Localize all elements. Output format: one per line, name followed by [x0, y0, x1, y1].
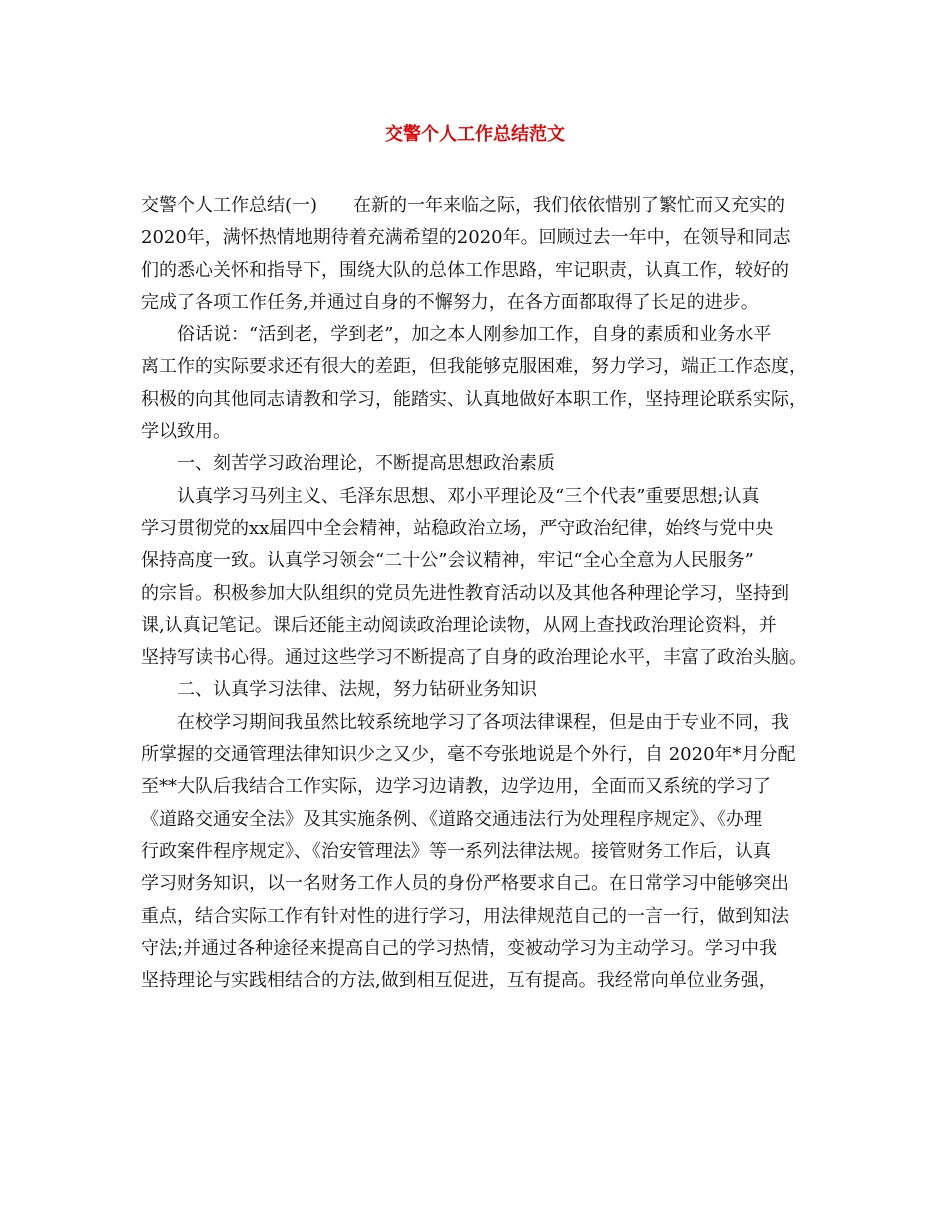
text-line: 坚持写读书心得。通过这些学习不断提高了自身的政治理论水平，丰富了政治头脑。	[141, 647, 807, 669]
text-line: 《道路交通安全法》及其实施条例、《道路交通违法行为处理程序规定》、《办理	[141, 808, 762, 830]
text-line: 离工作的实际要求还有很大的差距，但我能够克服困难，努力学习，端正工作态度，	[141, 356, 807, 378]
text-line: 积极的向其他同志请教和学习，能踏实、认真地做好本职工作，坚持理论联系实际，	[141, 388, 807, 410]
text-line: 行政案件程序规定》、《治安管理法》等一系列法律法规。接管财务工作后，认真	[141, 840, 771, 862]
text-line: 们的悉心关怀和指导下，围绕大队的总体工作思路，牢记职责，认真工作，较好的	[141, 259, 789, 281]
text-line: 保持高度一致。认真学习领会“二十公”会议精神，牢记“全心全意为人民服务”	[141, 550, 754, 572]
text-line: 一、刻苦学习政治理论，不断提高思想政治素质	[177, 453, 555, 475]
text-line: 2020年，满怀热情地期待着充满希望的2020年。回顾过去一年中，在领导和同志	[141, 227, 791, 249]
text-line: 学习财务知识，以一名财务工作人员的身份严格要求自己。在日常学习中能够突出	[141, 873, 789, 895]
text-line: 二、认真学习法律、法规，努力钻研业务知识	[177, 679, 537, 701]
text-line: 的宗旨。积极参加大队组织的党员先进性教育活动以及其他各种理论学习，坚持到	[141, 582, 789, 604]
text-line: 学以致用。	[141, 421, 231, 443]
text-line: 在校学习期间我虽然比较系统地学习了各项法律课程，但是由于专业不同，我	[177, 711, 789, 733]
text-line: 坚持理论与实践相结合的方法,做到相互促进，互有提高。我经常向单位业务强，	[141, 970, 777, 992]
document-body	[141, 190, 821, 997]
text-line: 交警个人工作总结(一) 在新的一年来临之际，我们依依惜别了繁忙而又充实的	[141, 195, 786, 216]
text-line: 课,认真记笔记。课后还能主动阅读政治理论读物，从网上查找政治理论资料，并	[141, 614, 777, 636]
text-line: 完成了各项工作任务,并通过自身的不懈努力，在各方面都取得了长足的进步。	[141, 291, 759, 313]
text-line: 所掌握的交通管理法律知识少之又少，毫不夸张地说是个外行，自 2020年*月分配	[141, 744, 796, 766]
text-line: 至**大队后我结合工作实际，边学习边请教，边学边用，全面而又系统的学习了	[141, 776, 771, 798]
text-line: 重点，结合实际工作有针对性的进行学习，用法律规范自己的一言一行，做到知法	[141, 905, 789, 927]
document-title: 交警个人工作总结范文	[385, 124, 565, 145]
text-line: 俗话说：“活到老，学到老”，加之本人刚参加工作，自身的素质和业务水平	[177, 324, 772, 346]
text-line: 学习贯彻党的xx届四中全会精神，站稳政治立场，严守政治纪律，始终与党中央	[141, 517, 774, 539]
text-line: 认真学习马列主义、毛泽东思想、邓小平理论及“三个代表”重要思想;认真	[177, 485, 760, 507]
text-line: 守法;并通过各种途径来提高自己的学习热情，变被动学习为主动学习。学习中我	[141, 937, 778, 959]
